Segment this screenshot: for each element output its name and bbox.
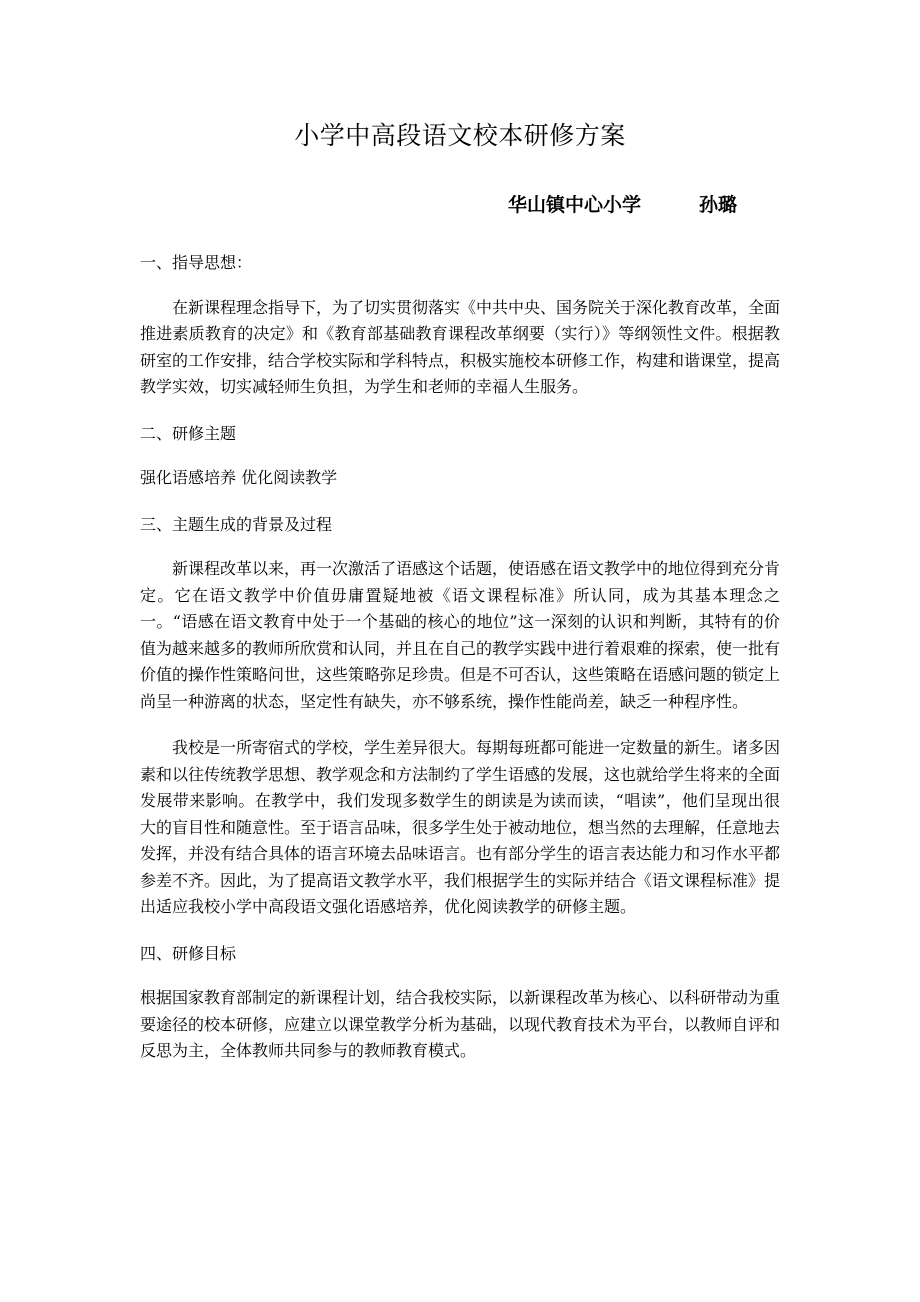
paragraph: 我校是一所寄宿式的学校，学生差异很大。每期每班都可能进一定数量的新生。诸多因素和以往传统教学思想、教学观念和方法制约了学生语感的发展，这也就给学生将来的全面发展带来影响。在教学中，我们发现多数学生的朗读是为读而读，“唱读”，他们呈现出很大的盲目性和随意性。至于语言品味，很多学生处于被动地位，想当然的去理解，任意地去发挥，并没有结合具体的语言环境去品味语言。也有部分学生的语言表达能力和习作水平都参差不齐。因此，为了提高语文教学水平，我们根据学生的实际并结合《语文课程标准》提出适应我校小学中高段语文强化语感培养，优化阅读教学的研修主题。 [140, 738, 781, 916]
author-line [508, 190, 737, 220]
section-heading: 一、指导思想： [140, 253, 253, 272]
section-heading: 三、主题生成的背景及过程 [140, 514, 333, 534]
paragraph: 强化语感培养 优化阅读教学 [140, 468, 338, 487]
paragraph: 根据国家教育部制定的新课程计划，结合我校实际，以新课程改革为核心、以科研带动为重要途径的校本研修，应建立以课堂教学分析为基础，以现代教育技术为平台，以教师自评和反思为主，全体教师共同参与的教师教育模式。 [140, 988, 781, 1060]
document-title: 小学中高段语文校本研修方案 [294, 121, 626, 150]
school-name: 华山镇中心小学 [508, 194, 642, 216]
author-name: 孙璐 [699, 194, 738, 216]
paragraph: 新课程改革以来，再一次激活了语感这个话题，使语感在语文教学中的地位得到充分肯定。它在语文教学中价值毋庸置疑地被《语文课程标准》所认同，成为其基本理念之一。“语感在语文教育中处于一个基础的核心的地位”这一深刻的认识和判断，其特有的价值为越来越多的教师所欣赏和认同，并且在自己的教学实践中进行着艰难的探索，使一批有价值的操作性策略问世，这些策略弥足珍贵。但是不可否认，这些策略在语感问题的锁定上尚呈一种游离的状态，坚定性有缺失，亦不够系统，操作性能尚差，缺乏一种程序性。 [140, 559, 781, 711]
section-heading: 二、研修主题 [140, 423, 237, 443]
document-body [140, 250, 780, 1085]
section-heading: 四、研修目标 [140, 943, 237, 963]
paragraph: 在新课程理念指导下，为了切实贯彻落实《中共中央、国务院关于深化教育改革，全面推进素质教育的决定》和《教育部基础教育课程改革纲要（实行）》等纲领性文件。根据教研室的工作安排，结合学校实际和学科特点，积极实施校本研修工作，构建和谐课堂，提高教学实效，切实减轻师生负担，为学生和老师的幸福人生服务。 [140, 297, 781, 396]
